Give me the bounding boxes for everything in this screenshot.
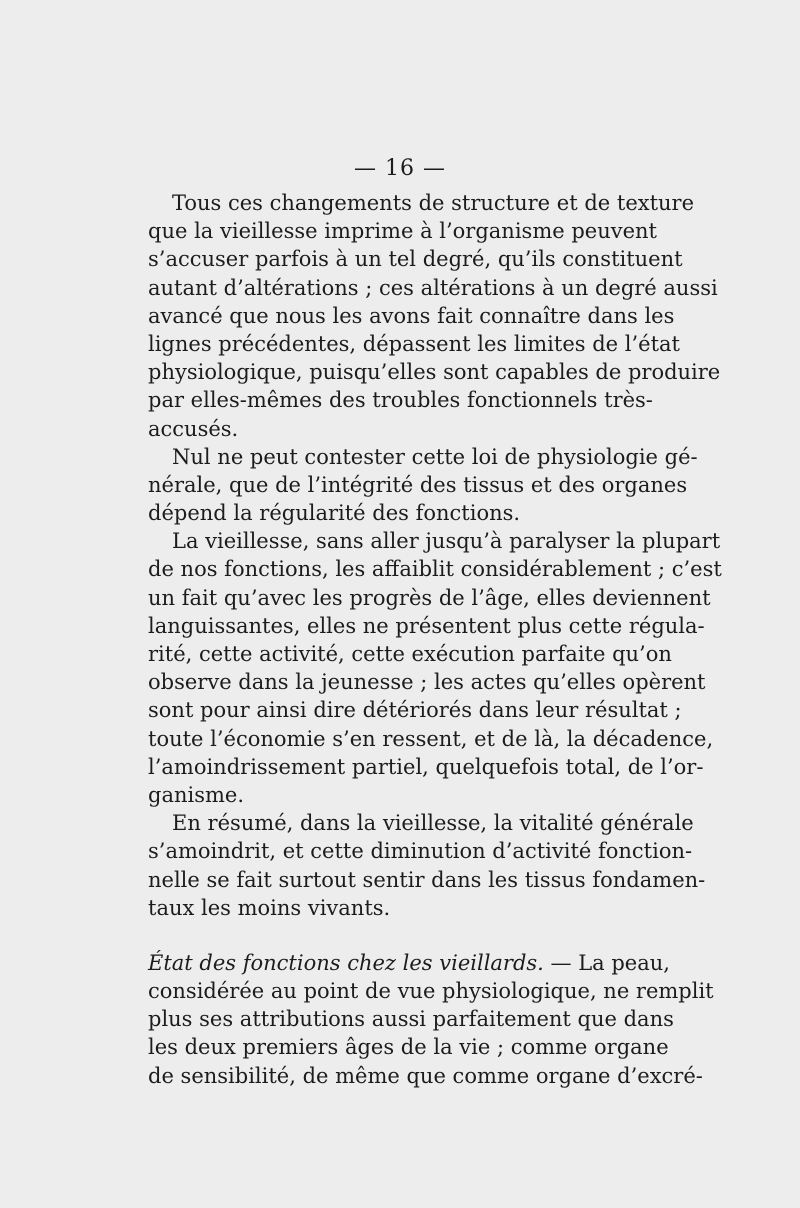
text-line: sont pour ainsi dire détériorés dans leur résultat ;: [148, 698, 682, 723]
section-spacer: [148, 922, 650, 949]
text-line: s’accuser parfois à un tel degré, qu’ils constituent: [148, 247, 683, 272]
text-line: accusés.: [148, 416, 239, 441]
text-line: lignes précédentes, dépassent les limites de l’état: [148, 331, 680, 356]
text-line: ganisme.: [148, 782, 244, 807]
text-line: Tous ces changements de structure et de texture: [172, 191, 695, 215]
section-paragraph: [148, 949, 714, 1090]
text-line: de sensibilité, de même que comme organe d’excré-: [148, 1063, 703, 1088]
paragraph: [148, 443, 698, 528]
text-line: La vieillesse, sans aller jusqu’à paralyser la plupart: [172, 529, 721, 554]
text-line: physiologique, puisqu’elles sont capables de produire: [148, 360, 721, 385]
text-line: [148, 949, 670, 977]
text-line: s’amoindrit, et cette diminution d’activité fonction-: [148, 839, 693, 864]
paragraph: [148, 527, 722, 809]
text-line: dépend la régularité des fonctions.: [148, 501, 521, 526]
text-line: toute l’économie s’en ressent, et de là, la décadence,: [148, 726, 714, 751]
page-body: [148, 189, 722, 1090]
page-number: — 16 —: [354, 156, 446, 181]
text-line: taux les moins vivants.: [148, 895, 391, 920]
text-line: rité, cette activité, cette exécution parfaite qu’on: [148, 642, 672, 666]
text-line: l’amoindrissement partiel, quelquefois total, de l’or-: [148, 754, 704, 779]
section-heading: État des fonctions chez les vieillards.: [148, 950, 544, 975]
text-line: Nul ne peut contester cette loi de physiologie gé-: [172, 444, 698, 469]
text-line: observe dans la jeunesse ; les actes qu’elles opèrent: [148, 670, 706, 695]
text-line: nelle se fait surtout sentir dans les tissus fondamen-: [148, 867, 706, 892]
text-line: languissantes, elles ne présentent plus cette régula-: [148, 613, 705, 638]
paragraph: [148, 809, 706, 922]
text-line: nérale, que de l’intégrité des tissus et des organes: [148, 472, 688, 497]
section-first-line-text: — La peau,: [543, 950, 670, 975]
text-line: En résumé, dans la vieillesse, la vitalité générale: [172, 811, 694, 836]
text-line: avancé que nous les avons fait connaître dans les: [148, 303, 675, 328]
text-line: les deux premiers âges de la vie ; comme organe: [148, 1035, 669, 1060]
text-line: plus ses attributions aussi parfaitement que dans: [148, 1007, 674, 1032]
text-line: de nos fonctions, les affaiblit considérablement ; c’est: [148, 557, 722, 582]
text-line: considérée au point de vue physiologique, ne remplit: [148, 979, 714, 1004]
text-line: que la vieillesse imprime à l’organisme peuvent: [148, 219, 657, 244]
paragraph: [148, 189, 721, 443]
text-line: par elles-mêmes des troubles fonctionnels très-: [148, 388, 653, 413]
text-line: un fait qu’avec les progrès de l’âge, elles deviennent: [148, 585, 711, 610]
text-line: autant d’altérations ; ces altérations à un degré aussi: [148, 275, 718, 300]
